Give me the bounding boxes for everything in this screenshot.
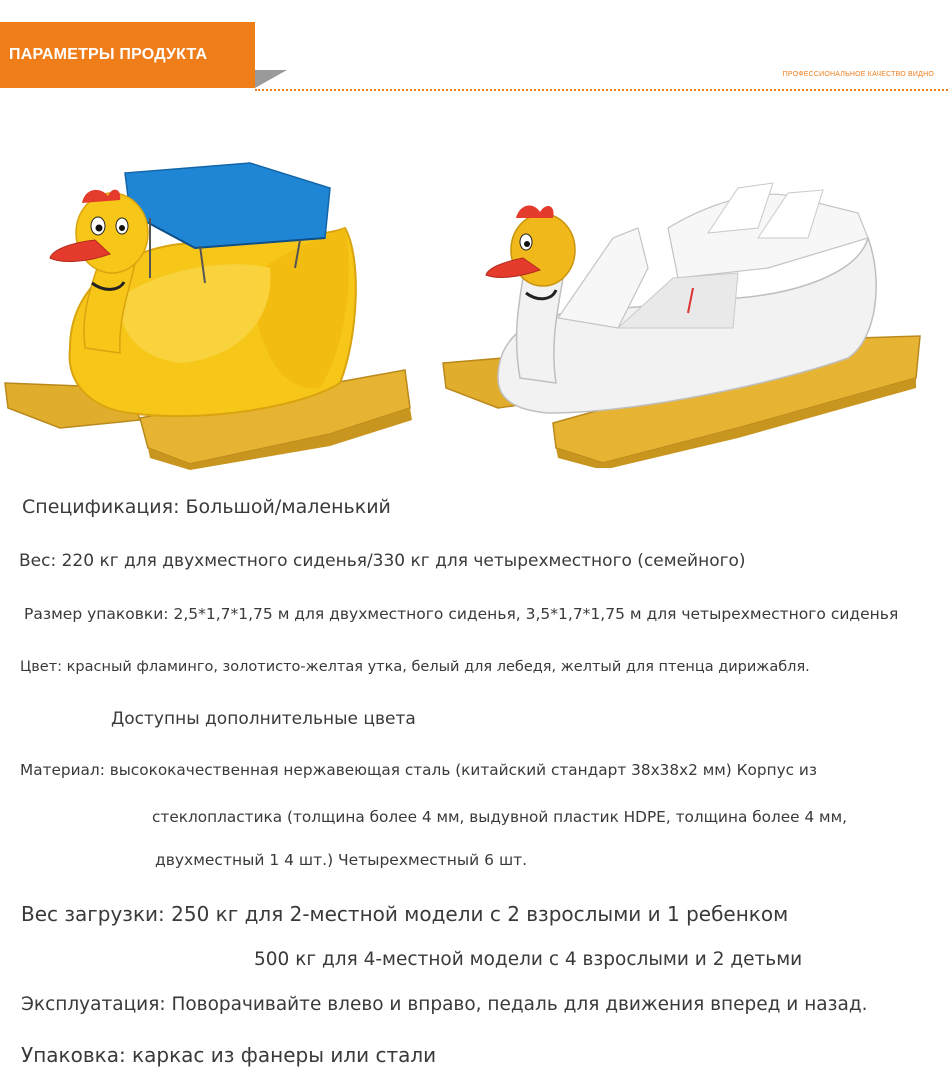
spec-material-line-1: Материал: высококачественная нержавеющая сталь (китайский стандарт 38x38x2 мм) Корпус из	[20, 761, 817, 779]
swan-pedal-boat-image	[438, 178, 928, 468]
spec-color-extra: Доступны дополнительные цвета	[111, 709, 416, 729]
spec-material-line-2: стеклопластика (толщина более 4 мм, выдувной пластик HDPE, толщина более 4 мм,	[152, 808, 847, 826]
header-tagline: ПРОФЕССИОНАЛЬНОЕ КАЧЕСТВО ВИДНО	[782, 71, 934, 78]
header-tab-fold	[255, 70, 287, 88]
header-divider	[255, 89, 948, 91]
spec-color: Цвет: красный фламинго, золотисто-желтая утка, белый для лебедя, желтый для птенца дирижабля.	[20, 659, 810, 675]
spec-package-size: Размер упаковки: 2,5*1,7*1,75 м для двухместного сиденья, 3,5*1,7*1,75 м для четырехместного сиденья	[24, 605, 899, 623]
spec-material-line-3: двухместный 1 4 шт.) Четырехместный 6 шт.	[155, 851, 528, 869]
spec-operation: Эксплуатация: Поворачивайте влево и вправо, педаль для движения вперед и назад.	[21, 994, 868, 1015]
spec-specification: Спецификация: Большой/маленький	[22, 496, 391, 518]
section-title: ПАРАМЕТРЫ ПРОДУКТА	[9, 46, 208, 63]
spec-load-line-1: Вес загрузки: 250 кг для 2-местной модели с 2 взрослыми и 1 ребенком	[21, 902, 789, 926]
spec-weight: Вес: 220 кг для двухместного сиденья/330 кг для четырехместного (семейного)	[19, 551, 746, 571]
duck-pedal-boat-image	[0, 158, 420, 470]
spec-load-line-2: 500 кг для 4-местной модели с 4 взрослыми и 2 детьми	[254, 949, 803, 970]
spec-packing: Упаковка: каркас из фанеры или стали	[21, 1043, 437, 1067]
